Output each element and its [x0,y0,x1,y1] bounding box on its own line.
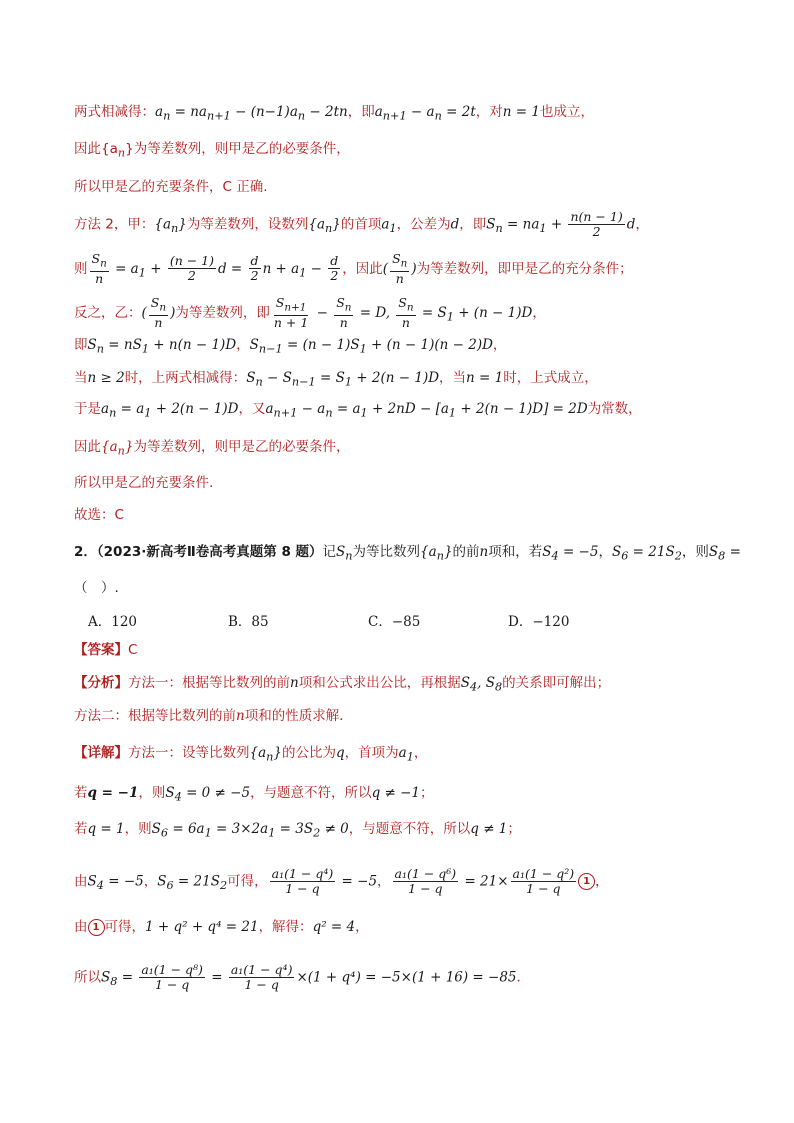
solution-line-1: 两式相减得：$a_n = na_{n+1} - (n-1)a_n - 2tn$，即$a_{n+1} - a_n = 2t$，对n = 1也成立， [74,104,594,123]
circled-one-marker: 1 [88,919,105,936]
option-d[interactable]: D．−120 [508,614,570,630]
fraction: $\frac{d}{2}$ [330,253,339,284]
question-2-stem: 2．（2023·新高考Ⅱ卷高考真题第 8 题）记$S_n$为等比数列$\{a_n\}$的前n项和，若$S_4 = -5$，$S_6 = 21S_2$，则$S_8$ = [74,544,741,563]
detail-line-4: 由$S_4 = -5$，$S_6 = 21S_2$可得， $\frac{\text{a₁(1 − q⁴)}}{1 - q}$ = −5， $\frac{\text{a₁(1 − q⁶)}}{1 - q}$ = 21× $\frac{\text{a₁(1 − q²)}}{1 - q}$ 1 ， [74,866,609,896]
option-a[interactable]: A．120 [88,614,138,630]
solution-line-2: 因此$\{a_n\}$为等差数列，则甲是乙的必要条件， [74,141,350,160]
solution-line-9: 于是$a_n = a_1 + 2(n - 1)D$，又$a_{n+1} - a_n = a_1 + 2nD - [a_1 + 2(n - 1)D] = 2D$为常数， [74,401,642,420]
solution-line-10: 因此$\{a_n\}$为等差数列，则甲是乙的必要条件， [74,439,350,458]
solution-line-4: 方法 2，甲：$\{a_n\}$为等差数列，设数列$\{a_n\}$的首项$a_1$，公差为d，即$S_n = na_1$ + $\frac{n(n - 1)}{2}$ d， [74,209,649,239]
fraction: $\frac{S_n}{n}$ [150,295,167,330]
detail-line-6: 所以$S_8$ = $\frac{\text{a₁(1 − q⁸)}}{1 - q}$ = $\frac{\text{a₁(1 − q⁴)}}{1 - q}$ ×(1 + q⁴) = −5×(1 + 16) = −85． [74,962,531,992]
fraction: $\frac{n(n - 1)}{2}$ [570,209,623,239]
solution-answer-line: 故选：C [74,507,124,523]
circled-one-marker: 1 [578,873,595,890]
option-b[interactable]: B．85 [228,614,269,630]
analysis-line-1: 【分析】方法一：根据等比数列的前n项和公式求出公比，再根据$S_4$, $S_8$的关系即可解出； [74,675,611,694]
fraction: $\frac{S_{n+1}}{n + 1}$ [273,295,309,330]
fraction: $\frac{S_n}{n}$ [392,251,408,286]
solution-line-5: 则 $\frac{S_n}{n}$ = $a_1$ + $\frac{(n - 1)}{2}$ d = $\frac{d}{2}$ $n + a_1$ − $\frac{d}{2}$ ，因此( $\frac{S_n}{n}$ )为等差数列，即甲是乙的充分条件； [74,251,633,286]
detail-line-1: 【详解】方法一：设等比数列$\{a_n\}$的公比为q，首项为$a_1$， [74,745,428,764]
solution-line-11: 所以甲是乙的充要条件. [74,475,214,491]
question-2-options [88,610,648,630]
option-c[interactable]: C．−85 [368,614,421,630]
answer-line: 【答案】C [74,642,138,658]
fraction: $\frac{S_n}{n}$ [336,295,352,330]
analysis-line-2: 方法二：根据等比数列的前n项和的性质求解． [74,708,353,724]
solution-line-3: 所以甲是乙的充要条件，C 正确. [74,179,268,195]
fraction: $\frac{\text{a₁(1 − q²)}}{1 - q}$ [512,866,575,896]
question-2-paren: （ ）. [74,580,119,596]
fraction: $\frac{(n - 1)}{2}$ [169,253,214,284]
solution-line-6: 反之，乙：( $\frac{S_n}{n}$ )为等差数列，即 $\frac{S_{n+1}}{n + 1}$ − $\frac{S_n}{n}$ = D, $\frac{S_n}{n}$ = $S_1 + (n - 1)D$， [74,295,546,330]
fraction: $\frac{d}{2}$ [250,253,259,284]
fraction: $\frac{\text{a₁(1 − q⁴)}}{1 - q}$ [271,866,334,896]
solution-line-8: 当n ≥ 2时，上两式相减得：$S_n - S_{n-1} = S_1 + 2(n - 1)D$，当n = 1时，上式成立， [74,370,598,389]
fraction: $\frac{\text{a₁(1 − q⁸)}}{1 - q}$ [141,962,203,992]
fraction: $\frac{\text{a₁(1 − q⁶)}}{1 - q}$ [394,866,457,896]
detail-line-2: 若q = −1，则$S_4 = 0 \ne -5$，与题意不符，所以q ≠ −1； [74,785,434,804]
solution-line-7: 即$S_n = nS_1 + n(n - 1)D$，$S_{n-1} = (n - 1)S_1 + (n - 1)(n - 2)D$， [74,337,507,356]
fraction: $\frac{S_n}{n}$ [398,295,414,330]
fraction: $\frac{\text{a₁(1 − q⁴)}}{1 - q}$ [230,962,293,992]
fraction: $\frac{S_n}{n}$ [91,251,107,286]
detail-line-3: 若q = 1，则$S_6 = 6a_1 = 3\times 2a_1 = 3S_2 \ne 0$，与题意不符，所以q ≠ 1； [74,821,521,840]
detail-line-5: 由 1 可得，1 + q² + q⁴ = 21，解得：q² = 4， [74,919,369,935]
